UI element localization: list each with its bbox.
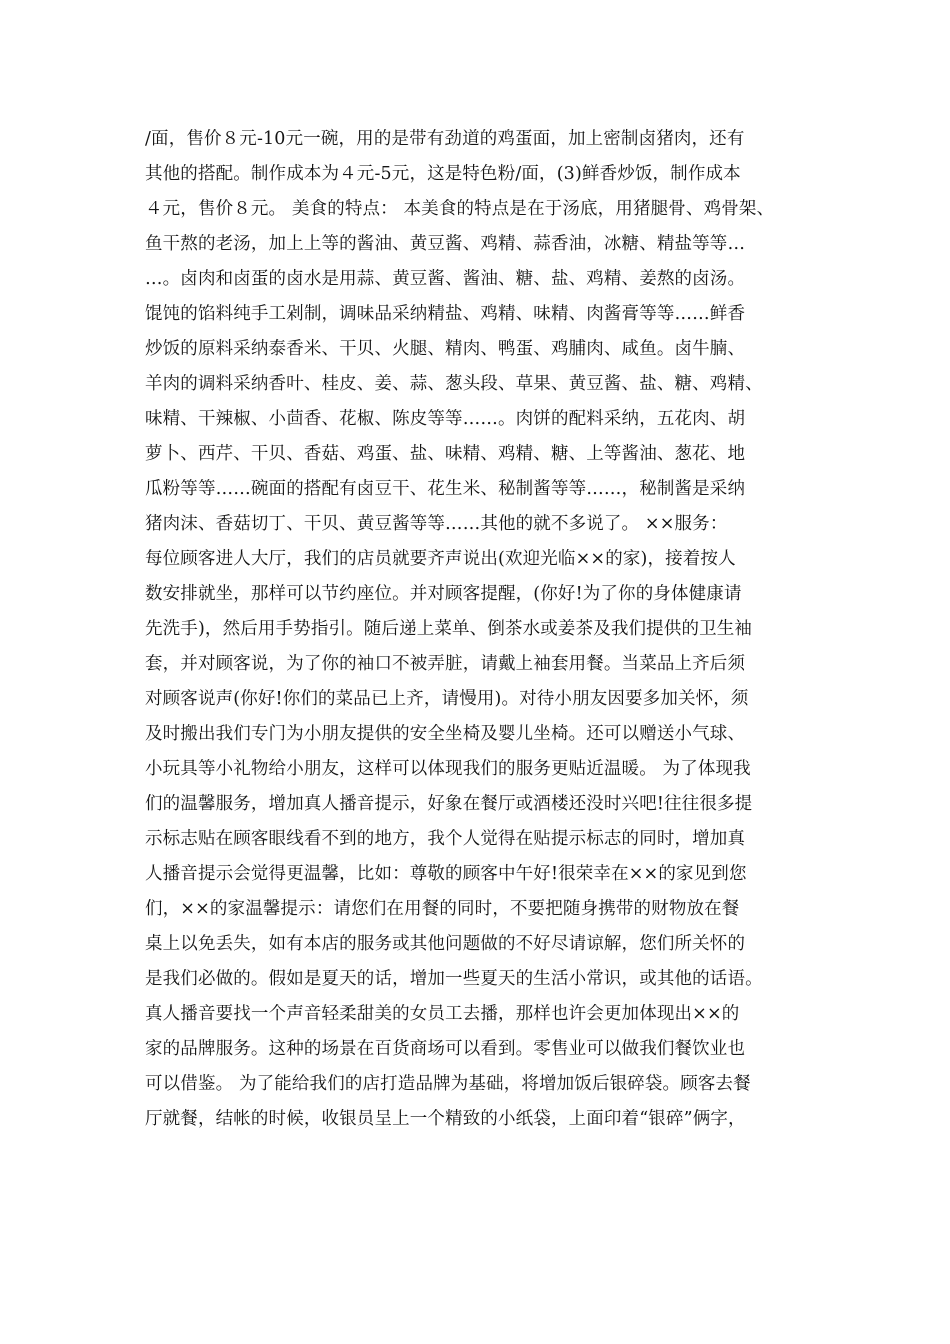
body-text: [145, 122, 815, 1137]
text-line: …。卤肉和卤蛋的卤水是用蒜、黄豆酱、酱油、糖、盐、鸡精、姜熬的卤汤。: [145, 269, 746, 289]
text-line: 套，并对顾客说，为了你的袖口不被弄脏，请戴上袖套用餐。当菜品上齐后须: [145, 654, 746, 674]
text-line: 每位顾客进人大厅，我们的店员就要齐声说出(欢迎光临××的家)，接着按人: [145, 549, 736, 569]
text-line: 厅就餐，结帐的时候，收银员呈上一个精致的小纸袋，上面印着“银碎”俩字，: [145, 1109, 746, 1129]
text-line: 羊肉的调料采纳香叶、桂皮、姜、蒜、葱头段、草果、黄豆酱、盐、糖、鸡精、: [145, 374, 763, 394]
text-line: 真人播音要找一个声音轻柔甜美的女员工去播，那样也许会更加体现出××的: [145, 1004, 740, 1024]
text-line: 们，××的家温馨提示：请您们在用餐的同时，不要把随身携带的财物放在餐: [145, 899, 740, 919]
text-line: 炒饭的原料采纳泰香米、干贝、火腿、精肉、鸭蛋、鸡脯肉、咸鱼。卤牛腩、: [145, 339, 746, 359]
text-line: 瓜粉等等……碗面的搭配有卤豆干、花生米、秘制酱等等……，秘制酱是采纳: [145, 479, 746, 499]
text-line: 味精、干辣椒、小茴香、花椒、陈皮等等……。肉饼的配料采纳，五花肉、胡: [145, 409, 746, 429]
text-line: 小玩具等小礼物给小朋友，这样可以体现我们的服务更贴近温暖。 为了体现我: [145, 759, 751, 779]
text-line: 其他的搭配。制作成本为４元-5元，这是特色粉/面，(3)鲜香炒饭，制作成本: [145, 164, 741, 184]
text-line: 示标志贴在顾客眼线看不到的地方，我个人觉得在贴提示标志的同时，增加真: [145, 829, 746, 849]
text-line: 对顾客说声(你好!你们的菜品已上齐，请慢用)。对待小朋友因要多加关怀，须: [145, 689, 749, 709]
text-line: 人播音提示会觉得更温馨，比如：尊敬的顾客中午好!很荣幸在××的家见到您: [145, 864, 747, 884]
text-line: 数安排就坐，那样可以节约座位。并对顾客提醒，(你好!为了你的身体健康请: [145, 584, 742, 604]
text-line: 桌上以免丢失，如有本店的服务或其他问题做的不好尽请谅解，您们所关怀的: [145, 934, 746, 954]
text-line: 可以借鉴。 为了能给我们的店打造品牌为基础，将增加饭后银碎袋。顾客去餐: [145, 1074, 751, 1094]
text-line: 及时搬出我们专门为小朋友提供的安全坐椅及婴儿坐椅。还可以赠送小气球、: [145, 724, 746, 744]
text-line: /面，售价８元-10元一碗，用的是带有劲道的鸡蛋面，加上密制卤猪肉，还有: [145, 129, 745, 149]
text-line: 猪肉沫、香菇切丁、干贝、黄豆酱等等……其他的就不多说了。 ××服务：: [145, 514, 728, 534]
text-line: 鱼干熬的老汤，加上上等的酱油、黄豆酱、鸡精、蒜香油，冰糖、精盐等等…: [145, 234, 746, 254]
text-line: ４元，售价８元。 美食的特点： 本美食的特点是在于汤底，用猪腿骨、鸡骨架、: [145, 199, 775, 219]
text-line: 家的品牌服务。这种的场景在百货商场可以看到。零售业可以做我们餐饮业也: [145, 1039, 746, 1059]
text-line: 们的温馨服务，增加真人播音提示，好象在餐厅或酒楼还没时兴吧!往往很多提: [145, 794, 753, 814]
text-line: 馄饨的馅料纯手工剁制，调味品采纳精盐、鸡精、味精、肉酱膏等等……鲜香: [145, 304, 746, 324]
text-line: 先洗手)，然后用手势指引。随后递上菜单、倒茶水或姜茶及我们提供的卫生袖: [145, 619, 753, 639]
text-line: 是我们必做的。假如是夏天的话，增加一些夏天的生活小常识，或其他的话语。: [145, 969, 763, 989]
text-line: 萝卜、西芹、干贝、香菇、鸡蛋、盐、味精、鸡精、糖、上等酱油、葱花、地: [145, 444, 746, 464]
